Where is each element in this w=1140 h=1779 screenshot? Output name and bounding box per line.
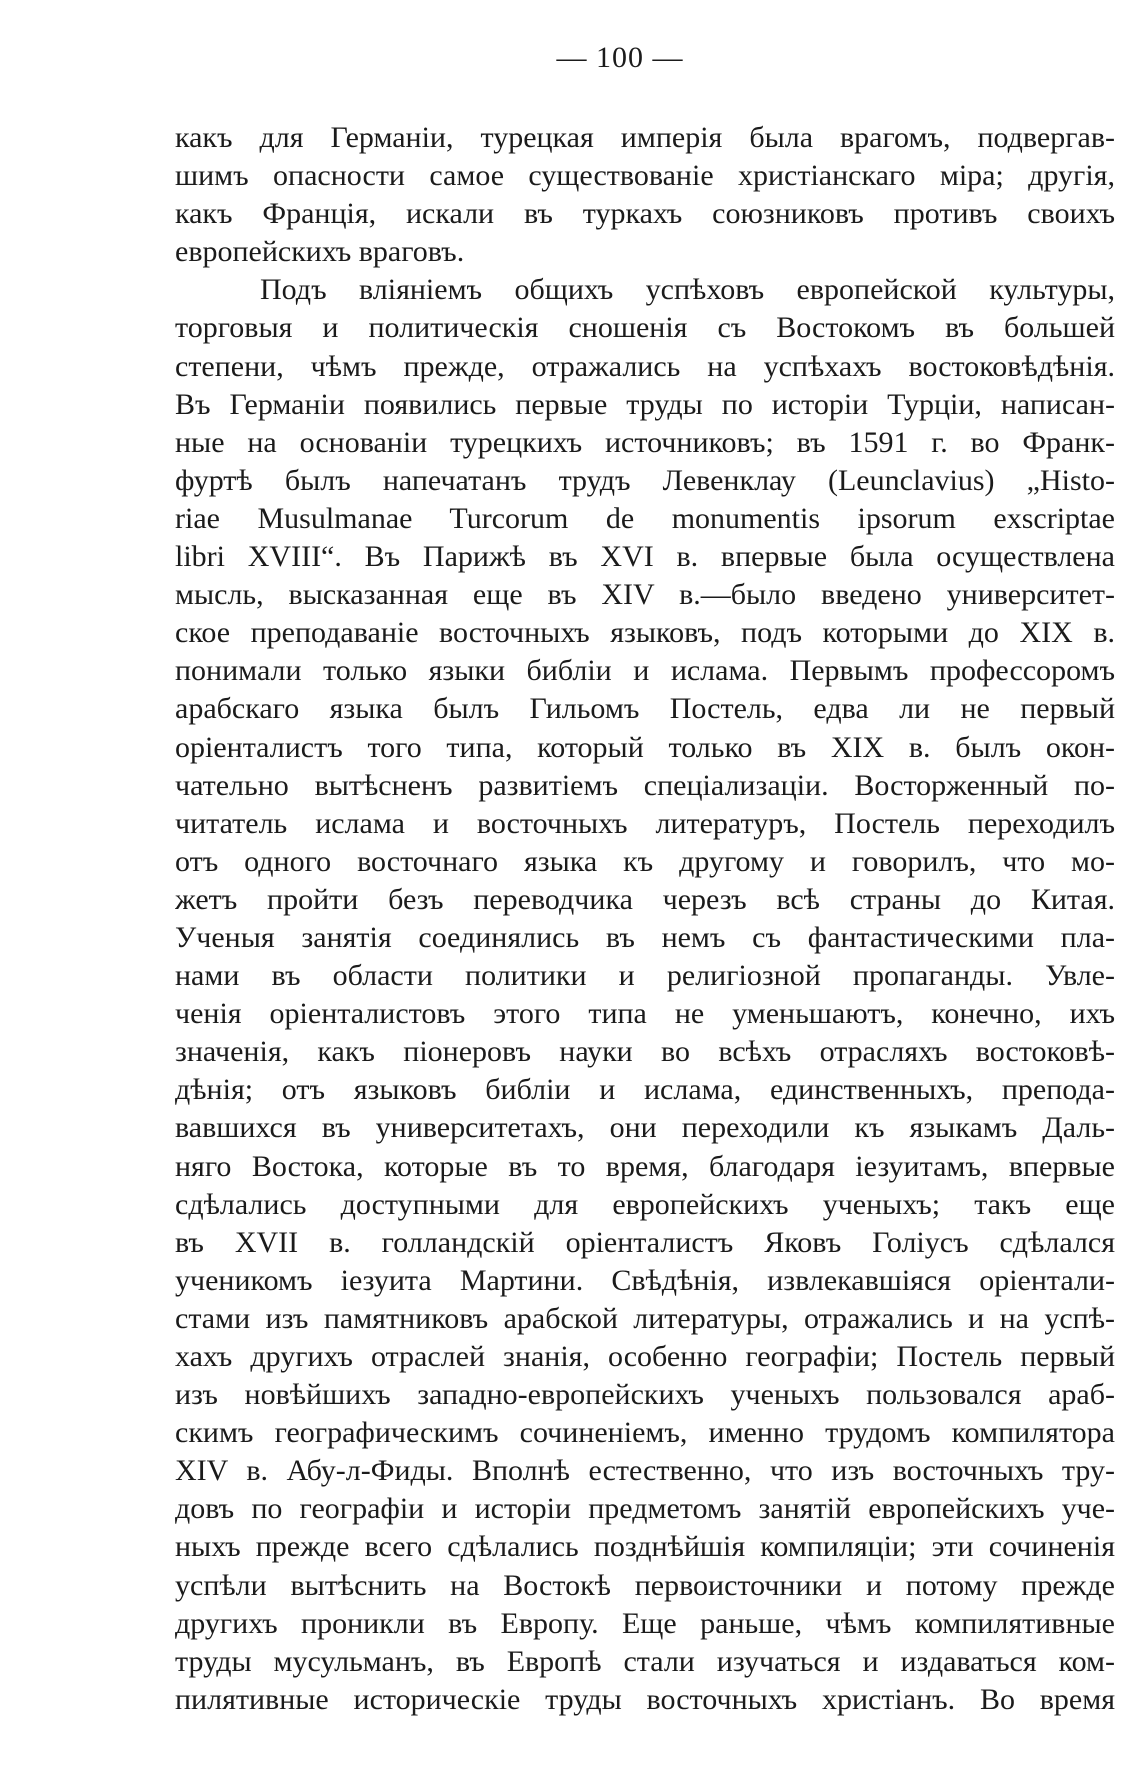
text-line: труды мусульманъ, въ Европѣ стали изучаться и издаваться ком- [175,1644,1115,1678]
text-line: изъ новѣйшихъ западно-европейскихъ ученыхъ пользовался араб- [175,1378,1115,1412]
text-line: няго Востока, которые въ то время, благодаря іезуитамъ, впервые [175,1149,1115,1183]
text-line: хахъ другихъ отраслей знанія, особенно географіи; Постель первый [175,1340,1115,1373]
text-line: довъ по географіи и исторіи предметомъ занятій европейскихъ уче- [175,1492,1115,1526]
text-line: ченія оріенталистовъ этого типа не уменьшаютъ, конечно, ихъ [175,997,1115,1031]
text-line: чательно вытѣсненъ развитіемъ спеціализаціи. Восторженный по- [175,768,1115,802]
page-number: — 100 — [556,41,684,74]
text-line: нами въ области политики и религіозной пропаганды. Увле- [175,959,1115,993]
text-line: европейскихъ враговъ. [175,235,465,269]
text-line: какъ Франція, искали въ туркахъ союзниковъ противъ своихъ [175,197,1115,231]
text-line: сдѣлались доступными для европейскихъ ученыхъ; такъ еще [175,1187,1115,1221]
text-line: Подъ вліяніемъ общихъ успѣховъ европейской культуры, [260,273,1115,307]
text-line: жетъ пройти безъ переводчика черезъ всѣ страны до Китая. [175,882,1115,916]
text-line: степени, чѣмъ прежде, отражались на успѣхахъ востоковѣдѣнія. [175,349,1115,383]
text-line: Въ Германіи появились первые труды по исторіи Турціи, написан- [175,387,1115,421]
text-line: скимъ географическимъ сочиненіемъ, именно трудомъ компилятора [175,1416,1115,1450]
text-line: оріенталистъ того типа, который только въ XIX в. былъ окон- [175,730,1115,764]
text-line: Ученыя занятія соединялись въ немъ съ фантастическими пла- [175,920,1115,954]
text-line: шимъ опасности самое существованіе христіанскаго міра; другія, [175,159,1115,193]
text-line: въ XVII в. голландскій оріенталистъ Яковъ Голіусъ сдѣлался [175,1225,1115,1259]
text-line: XIV в. Абу-л-Фиды. Вполнѣ естественно, что изъ восточныхъ тру- [175,1454,1115,1488]
text-line: дѣнія; отъ языковъ библіи и ислама, единственныхъ, препода- [175,1073,1115,1107]
text-line: libri XVIII“. Въ Парижѣ въ XVI в. впервые была осуществлена [175,540,1115,574]
text-line: успѣли вытѣснить на Востокѣ первоисточники и потому прежде [175,1568,1115,1602]
text-line: отъ одного восточнаго языка къ другому и говорилъ, что мо- [175,844,1115,878]
text-line: ныхъ прежде всего сдѣлались позднѣйшія компиляціи; эти сочиненія [175,1530,1115,1564]
text-line: пилятивные историческіе труды восточныхъ христіанъ. Во время [175,1682,1115,1716]
text-line: ученикомъ іезуита Мартини. Свѣдѣнія, извлекавшіяся оріентали- [175,1263,1115,1297]
text-line: понимали только языки библіи и ислама. Первымъ профессоромъ [175,654,1115,688]
text-line: мысль, высказанная еще въ XIV в.—было введено университет- [175,578,1115,612]
text-line: арабскаго языка былъ Гильомъ Постель, едва ли не первый [175,692,1115,726]
text-line: другихъ проникли въ Европу. Еще раньше, чѣмъ компилятивные [175,1606,1115,1640]
text-line: riae Musulmanae Turcorum de monumentis ipsorum exscriptae [175,501,1115,535]
text-line: ское преподаваніе восточныхъ языковъ, подъ которыми до XIX в. [175,616,1115,650]
page-text-body [175,119,1115,1719]
text-line: стами изъ памятниковъ арабской литературы, отражались и на успѣ- [175,1301,1115,1335]
text-line: ные на основаніи турецкихъ источниковъ; въ 1591 г. во Франк- [175,425,1115,459]
text-line: читатель ислама и восточныхъ литературъ, Постель переходилъ [175,806,1115,840]
text-line: фуртѣ былъ напечатанъ трудъ Левенклау (Leunclavius) „Histo- [175,463,1115,497]
text-line: торговыя и политическія сношенія съ Востокомъ въ большей [175,311,1115,345]
text-line: какъ для Германіи, турецкая имперія была врагомъ, подвергав- [175,121,1115,154]
text-line: значенія, какъ піонеровъ науки во всѣхъ отрасляхъ востоковѣ- [175,1035,1115,1069]
text-line: вавшихся въ университетахъ, они переходили къ языкамъ Даль- [175,1111,1115,1145]
